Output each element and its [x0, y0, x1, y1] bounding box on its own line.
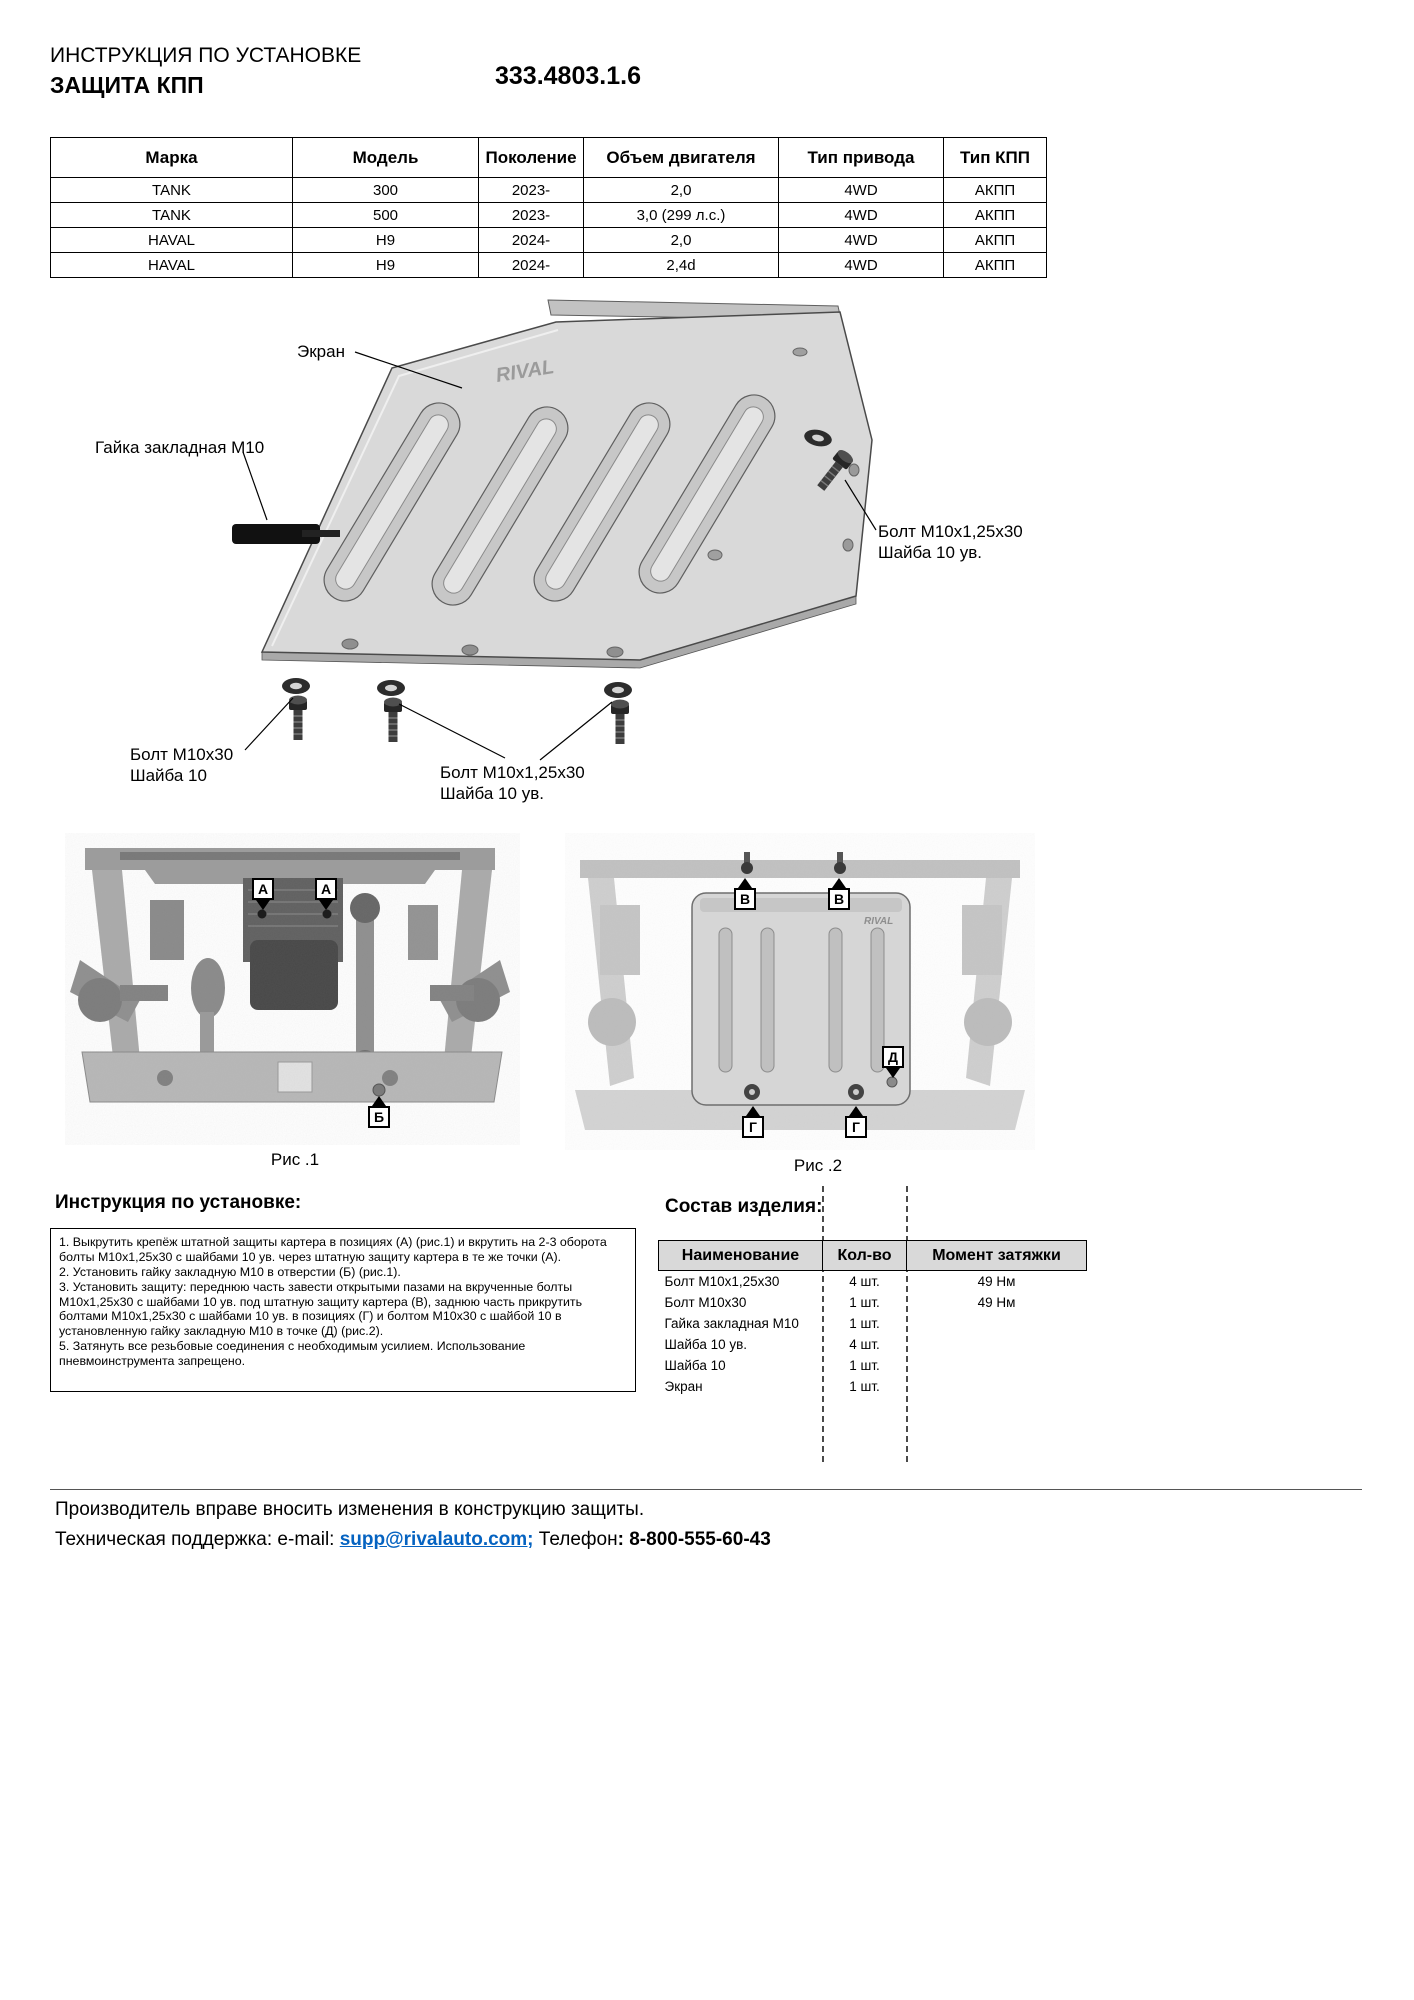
cell: 2,4d — [584, 253, 779, 278]
marker-v-1 — [732, 878, 758, 910]
cell: Шайба 10 — [664, 1357, 726, 1373]
support-phone: : 8-800-555-60-43 — [617, 1529, 771, 1550]
washer — [282, 678, 310, 694]
marker-letter: Д — [882, 1046, 904, 1068]
cell: 500 — [293, 203, 479, 228]
part-number: 333.4803.1.6 — [495, 62, 641, 90]
marker-pointer-icon — [372, 1096, 386, 1106]
cell: 49 Нм — [977, 1294, 1016, 1310]
washer — [604, 682, 632, 698]
instruction-step: 5. Затянуть все резьбовые соединения с необходимым усилием. Использование пневмоинструмента запрещено. — [59, 1339, 526, 1368]
column-header: Наименование — [659, 1241, 823, 1271]
cell: Болт М10х30 — [664, 1294, 747, 1310]
footer-divider — [50, 1489, 1362, 1490]
marker-pointer-icon — [849, 1106, 863, 1116]
cell: 4WD — [779, 228, 944, 253]
cell: 4 шт. — [849, 1336, 880, 1352]
instruction-step: 2. Установить гайку закладную М10 в отверстии (Б) (рис.1). — [59, 1264, 401, 1279]
cell: 2023- — [479, 203, 584, 228]
marker-g-2 — [843, 1106, 869, 1138]
skid-plate-drawing — [232, 300, 876, 760]
marker-pointer-icon — [319, 900, 333, 910]
fig1-underbody — [65, 833, 520, 1145]
cell: 2,0 — [584, 178, 779, 203]
cell: 4WD — [779, 203, 944, 228]
footer-note: Производитель вправе вносить изменения в конструкцию защиты. — [55, 1499, 645, 1520]
cell: 1 шт. — [849, 1315, 880, 1331]
table-header-row — [51, 138, 1047, 178]
cell: АКПП — [944, 203, 1047, 228]
cell: HAVAL — [51, 228, 293, 253]
fig1-caption: Рис .1 — [270, 1150, 320, 1169]
marker-pointer-icon — [738, 878, 752, 888]
column-header: Тип КПП — [944, 138, 1047, 178]
cell: HAVAL — [51, 253, 293, 278]
cell: 4 шт. — [849, 1273, 880, 1289]
cell: TANK — [51, 178, 293, 203]
cell: АКПП — [944, 253, 1047, 278]
cell: 2,0 — [584, 228, 779, 253]
column-header: Момент затяжки — [907, 1241, 1087, 1271]
marker-letter: Г — [742, 1116, 764, 1138]
label-bolt-right — [878, 521, 1023, 564]
cell: 2024- — [479, 253, 584, 278]
cell: 1 шт. — [849, 1378, 880, 1394]
table-row — [51, 228, 1047, 253]
support-prefix: Техническая поддержка: e-mail: — [55, 1529, 340, 1550]
parts-row — [659, 1271, 1087, 1292]
plate-logo-text: RIVAL — [864, 916, 894, 927]
doc-type-label: ИНСТРУКЦИЯ ПО УСТАНОВКЕ — [50, 44, 362, 67]
parts-row — [659, 1355, 1087, 1376]
column-header: Поколение — [479, 138, 584, 178]
marker-v-2 — [826, 878, 852, 910]
instruction-step: 1. Выкрутить крепёж штатной защиты картера в позициях (А) (рис.1) и вкрутить на 2-3 оборота болты М10х1,25х30 с шайбами 10 ув. через штатную защиту картера в те же точки (А). — [59, 1235, 607, 1264]
marker-pointer-icon — [256, 900, 270, 910]
footer-support — [55, 1529, 771, 1551]
cell: 2023- — [479, 178, 584, 203]
parts-header-row — [659, 1241, 1087, 1271]
column-header: Объем двигателя — [584, 138, 779, 178]
marker-letter: В — [828, 888, 850, 910]
cell: 4WD — [779, 178, 944, 203]
instructions-heading: Инструкция по установке: — [55, 1192, 302, 1213]
cell: 3,0 (299 л.с.) — [584, 203, 779, 228]
marker-letter: В — [734, 888, 756, 910]
installed-plate — [692, 893, 910, 1105]
plate-surface — [262, 312, 872, 660]
marker-a-2 — [313, 878, 339, 910]
column-header: Марка — [51, 138, 293, 178]
marker-g-1 — [740, 1106, 766, 1138]
column-header: Модель — [293, 138, 479, 178]
cell — [907, 1313, 1087, 1334]
cell: 2024- — [479, 228, 584, 253]
marker-pointer-icon — [746, 1106, 760, 1116]
table-row — [51, 253, 1047, 278]
cell — [907, 1376, 1087, 1397]
parts-row — [659, 1376, 1087, 1397]
fig2-caption: Рис .2 — [793, 1156, 843, 1175]
marker-letter: А — [252, 878, 274, 900]
parts-row — [659, 1334, 1087, 1355]
label-screen: Экран — [297, 342, 345, 361]
marker-a-1 — [250, 878, 276, 910]
column-header: Кол-во — [823, 1241, 907, 1271]
marker-d — [880, 1046, 906, 1078]
cell: Экран — [664, 1378, 703, 1394]
cell: Болт М10х1,25х30 — [664, 1273, 780, 1289]
vehicle-table — [50, 137, 1047, 278]
cell: 1 шт. — [849, 1357, 880, 1373]
marker-b — [366, 1096, 392, 1128]
instructions-box — [50, 1228, 636, 1392]
cell: TANK — [51, 203, 293, 228]
support-email-link[interactable]: supp@rivalauto.com; — [339, 1529, 534, 1550]
instruction-step: 3. Установить защиту: переднюю часть завести открытыми пазами на вкрученные болты М10х1,25х30 с шайбами 10 ув. под штатную защиту картера (В), заднюю часть прикрутить болтами М10х1,25х30 с шайбами 10 ув. в позициях (Г) и болтом М10х30 с шайбой 10 в установленную гайку закладную М10 в точке (Д) (рис.2). — [59, 1279, 583, 1339]
cell — [907, 1334, 1087, 1355]
label-line: Болт М10х1,25х30 — [440, 763, 585, 782]
cell: 49 Нм — [977, 1273, 1016, 1289]
marker-letter: Б — [368, 1106, 390, 1128]
label-line: Болт М10х30 — [130, 745, 234, 764]
parts-table — [658, 1240, 1087, 1397]
washer — [377, 680, 405, 696]
parts-heading: Состав изделия: — [665, 1196, 823, 1217]
label-embedded-nut: Гайка закладная М10 — [95, 438, 265, 457]
plate-logo-text: RIVAL — [494, 356, 556, 387]
phone-label: Телефон — [533, 1529, 618, 1550]
label-bolt-left — [130, 744, 233, 787]
cell: Шайба 10 ув. — [664, 1336, 748, 1352]
marker-letter: Г — [845, 1116, 867, 1138]
parts-row — [659, 1292, 1087, 1313]
label-line: Шайба 10 — [130, 766, 207, 786]
page-title: ЗАЩИТА КПП — [50, 72, 204, 98]
cell — [907, 1355, 1087, 1376]
cell: H9 — [293, 253, 479, 278]
column-header: Тип привода — [779, 138, 944, 178]
bolt — [289, 696, 307, 741]
marker-pointer-icon — [832, 878, 846, 888]
fig2-underbody — [565, 833, 1035, 1150]
cell: АКПП — [944, 178, 1047, 203]
table-row — [51, 203, 1047, 228]
cell: АКПП — [944, 228, 1047, 253]
parts-row — [659, 1313, 1087, 1334]
cell: 300 — [293, 178, 479, 203]
cell: 4WD — [779, 253, 944, 278]
label-line: Болт М10х1,25х30 — [878, 522, 1023, 541]
cell: H9 — [293, 228, 479, 253]
table-row — [51, 178, 1047, 203]
bolt — [611, 700, 629, 745]
label-line: Шайба 10 ув. — [440, 784, 544, 804]
label-line: Шайба 10 ув. — [878, 543, 982, 563]
cell: Гайка закладная М10 — [664, 1315, 799, 1331]
label-bolt-center — [440, 762, 585, 805]
marker-letter: А — [315, 878, 337, 900]
marker-pointer-icon — [886, 1068, 900, 1078]
cell: 1 шт. — [849, 1294, 880, 1310]
